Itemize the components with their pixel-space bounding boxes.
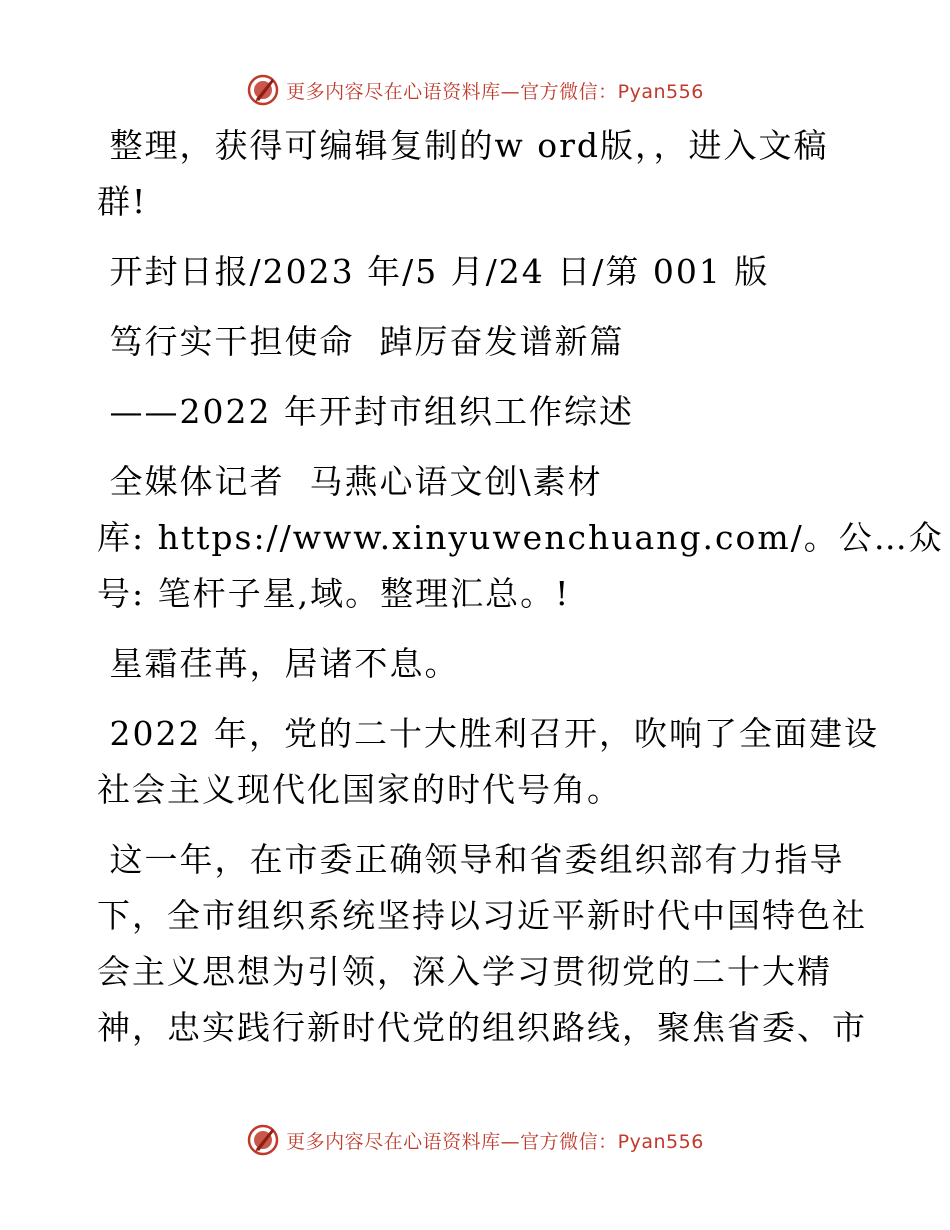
header-watermark-banner bbox=[0, 70, 950, 110]
document-body bbox=[97, 118, 944, 1070]
paragraph-line: 号: 笔杆子星,域。整理汇总。! bbox=[97, 574, 571, 613]
paragraph-line: ——2022 年开封市组织工作综述 bbox=[97, 392, 634, 431]
document-paragraph bbox=[97, 314, 857, 370]
paragraph-line: 下，全市组织系统坚持以习近平新时代中国特色社 bbox=[97, 896, 867, 935]
footer-banner-text: 更多内容尽在心语资料库—官方微信：Pyan556 bbox=[286, 1130, 704, 1153]
paragraph-line: 开封日报/2023 年/5 月/24 日/第 001 版 bbox=[97, 252, 770, 291]
paragraph-line: 社会主义现代化国家的时代号角。 bbox=[97, 770, 622, 809]
document-paragraph bbox=[97, 832, 867, 1056]
paragraph-line: 2022 年，党的二十大胜利召开，吹响了全面建设 bbox=[97, 714, 879, 753]
paragraph-line: 整理，获得可编辑复制的w ord版，，进入文稿 bbox=[97, 126, 829, 165]
paragraph-line: 神，忠实践行新时代党的组织路线，聚焦省委、市 bbox=[97, 1008, 867, 1047]
quill-seal-logo-icon bbox=[246, 73, 280, 107]
document-paragraph bbox=[97, 636, 857, 692]
document-paragraph bbox=[97, 454, 944, 622]
paragraph-line: 笃行实干担使命 踔厉奋发谱新篇 bbox=[97, 322, 625, 361]
quill-seal-logo-icon bbox=[246, 1123, 280, 1157]
paragraph-line: 群! bbox=[97, 182, 148, 221]
paragraph-line: 这一年，在市委正确领导和省委组织部有力指导 bbox=[97, 840, 845, 879]
paragraph-line: 库: https://www.xinyuwenchuang.com/。公…众 bbox=[97, 518, 944, 557]
paragraph-line: 会主义思想为引领，深入学习贯彻党的二十大精 bbox=[97, 952, 832, 991]
header-banner-text: 更多内容尽在心语资料库—官方微信：Pyan556 bbox=[286, 80, 704, 103]
document-paragraph bbox=[97, 244, 857, 300]
document-paragraph bbox=[97, 706, 879, 818]
paragraph-line: 全媒体记者 马燕心语文创\素材 bbox=[97, 462, 603, 501]
paragraph-line: 星霜荏苒，居诸不息。 bbox=[97, 644, 460, 683]
document-paragraph bbox=[97, 118, 857, 230]
footer-watermark-banner bbox=[0, 1120, 950, 1160]
document-paragraph bbox=[97, 384, 857, 440]
